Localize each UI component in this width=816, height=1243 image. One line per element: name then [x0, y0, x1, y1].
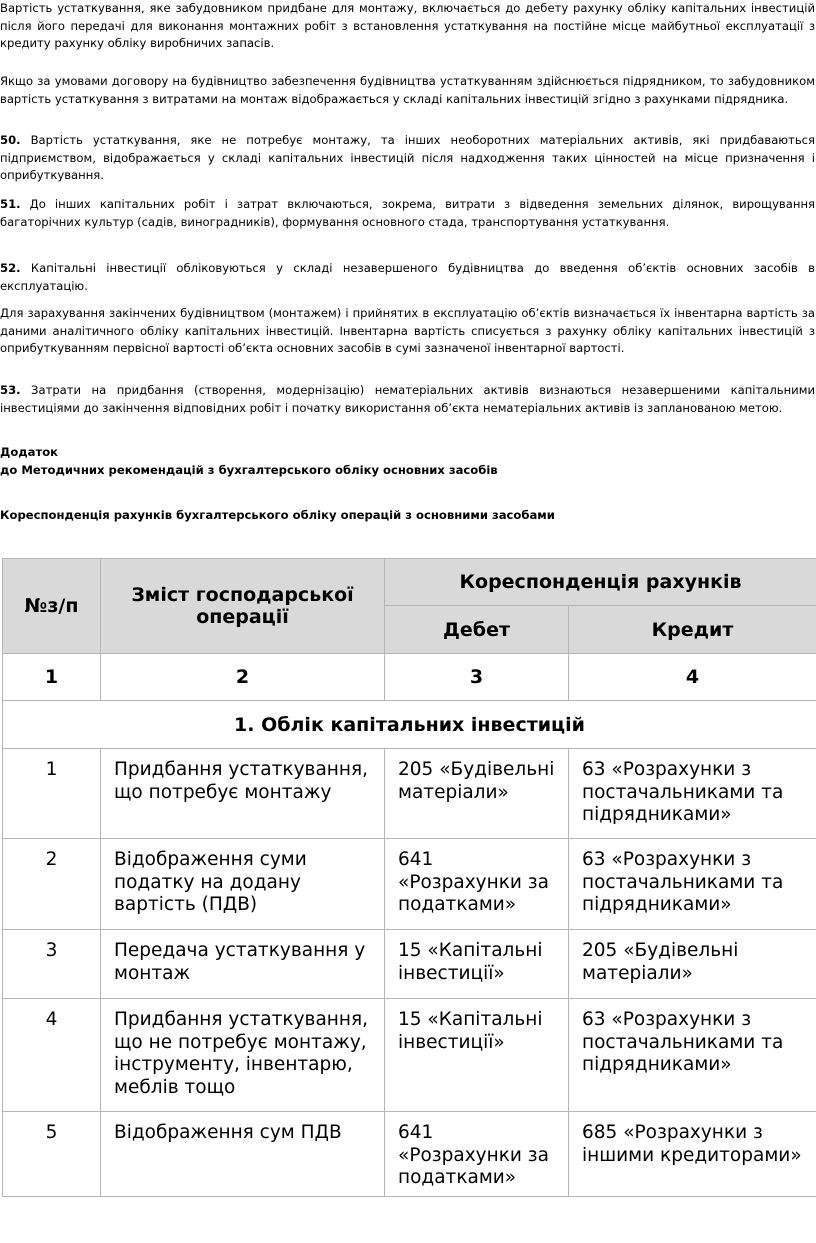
appendix-reference: до Методичних рекомендацій з бухгалтерського обліку основних засобів [0, 462, 498, 477]
column-number: 2 [101, 654, 385, 701]
header-operation-content: Зміст господарської операції [101, 559, 385, 654]
row-number: 5 [3, 1112, 101, 1197]
row-credit: 63 «Розрахунки з постачальниками та підрядниками» [569, 839, 816, 930]
column-numbers-row [3, 654, 816, 701]
header-credit: Кредит [569, 606, 816, 654]
paragraph-number: 53. [0, 383, 21, 397]
row-credit: 685 «Розрахунки з іншими кредиторами» [569, 1112, 816, 1197]
table-row [3, 839, 816, 930]
row-debit: 15 «Капітальні інвестиції» [385, 930, 569, 999]
paragraph-text: Вартість устаткування, яке не потребує монтажу, та інших необоротних матеріальних активів, які придбаваються підприємством, відображається у складі капітальних інвестицій після надходження таких цінностей на місце призначення і оприбуткування. [0, 133, 815, 182]
row-debit: 641 «Розрахунки за податками» [385, 839, 569, 930]
paragraph-number: 50. [0, 133, 21, 147]
header-debit: Дебет [385, 606, 569, 654]
section-title: 1. Облік капітальних інвестицій [3, 701, 816, 749]
paragraph-text: Вартість устаткування, яке забудовником придбане для монтажу, включається до дебету рахунку обліку капітальних інвестицій після його передачі для виконання монтажних робіт з встановлення устаткування на постійне місце майбутньої експлуатації з кредиту рахунку обліку виробничих запасів. [0, 1, 815, 50]
row-credit: 63 «Розрахунки з постачальниками та підрядниками» [569, 749, 816, 839]
paragraph-52 [0, 260, 815, 295]
paragraph-text: Затрати на придбання (створення, модернізацію) нематеріальних активів визнаються незавершеними капітальними інвестиціями до закінчення відповідних робіт і початку використання об’єкта нематеріальних активів із запланованою метою. [0, 383, 815, 415]
row-operation: Передача устаткування у монтаж [101, 930, 385, 999]
column-number: 4 [569, 654, 816, 701]
header-correspondence: Кореспонденція рахунків [385, 559, 816, 606]
row-debit: 641 «Розрахунки за податками» [385, 1112, 569, 1197]
paragraph-inventory-value [0, 305, 815, 358]
table-row [3, 1112, 816, 1197]
row-operation: Відображення суми податку на додану вартість (ПДВ) [101, 839, 385, 930]
paragraph-text: Для зарахування закінчених будівництвом (монтажем) і прийнятих в експлуатацію об’єктів визначається їх інвентарна вартість за даними аналітичного обліку капітальних інвестицій. Інвентарна вартість списується з рахунку обліку капітальних інвестицій з оприбуткуванням первісної вартості об’єкта основних засобів в сумі зазначеної інвентарної вартості. [0, 306, 815, 355]
row-operation: Придбання устаткування, що не потребує монтажу, інструменту, інвентарю, меблів тощо [101, 999, 385, 1112]
paragraph-text: Якщо за умовами договору на будівництво забезпечення будівництва устаткуванням здійснюється підрядником, то забудовником вартість устаткування з витратами на монтаж відображається у складі капітальних інвестицій згідно з рахунками підрядника. [0, 74, 815, 106]
appendix-label: Додаток [0, 445, 59, 459]
paragraph-50 [0, 132, 815, 185]
header-row-top [3, 559, 816, 606]
appendix-heading [0, 444, 815, 479]
row-debit: 205 «Будівельні матеріали» [385, 749, 569, 839]
row-number: 2 [3, 839, 101, 930]
column-number: 1 [3, 654, 101, 701]
table-row [3, 749, 816, 839]
section-row [3, 701, 816, 749]
paragraph-text: Капітальні інвестиції обліковуються у складі незавершеного будівництва до введення об’єктів основних засобів в експлуатацію. [0, 261, 816, 293]
paragraph-contractor-supply [0, 73, 815, 108]
row-debit: 15 «Капітальні інвестиції» [385, 999, 569, 1112]
table-row [3, 999, 816, 1112]
row-operation: Відображення сум ПДВ [101, 1112, 385, 1197]
row-number: 4 [3, 999, 101, 1112]
paragraph-number: 51. [0, 197, 21, 211]
correspondence-table [2, 558, 816, 1197]
header-number: №з/п [3, 559, 101, 654]
paragraph-number: 52. [0, 261, 21, 275]
table-title: Кореспонденція рахунків бухгалтерського обліку операцій з основними засобами [0, 508, 555, 522]
row-credit: 63 «Розрахунки з постачальниками та підрядниками» [569, 999, 816, 1112]
paragraph-51 [0, 196, 815, 231]
table-row [3, 930, 816, 999]
row-number: 1 [3, 749, 101, 839]
paragraph-53 [0, 382, 815, 417]
paragraph-equipment-purchase [0, 0, 815, 53]
row-number: 3 [3, 930, 101, 999]
row-operation: Придбання устаткування, що потребує монтажу [101, 749, 385, 839]
column-number: 3 [385, 654, 569, 701]
paragraph-text: До інших капітальних робіт і затрат включаються, зокрема, витрати з відведення земельних ділянок, вирощування багаторічних культур (садів, виноградників), формування основного стада, транспортування устаткування. [0, 197, 815, 229]
row-credit: 205 «Будівельні матеріали» [569, 930, 816, 999]
